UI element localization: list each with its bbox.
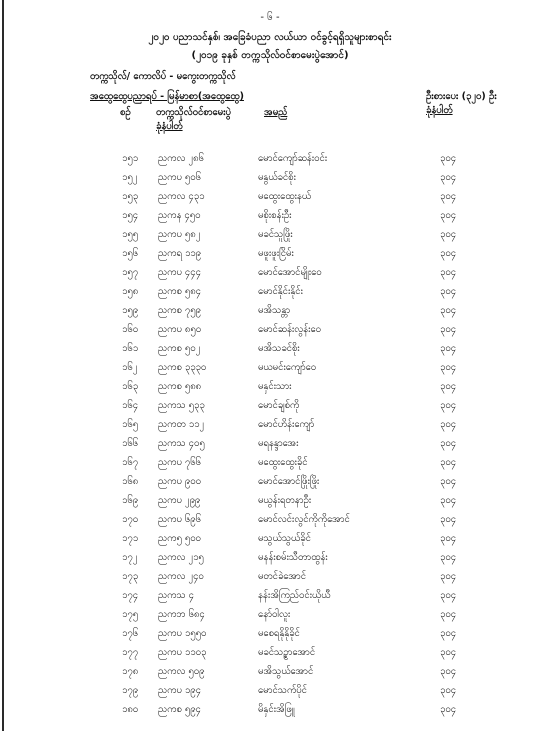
student-name: မောင်ဟိန်းကျော် [258, 419, 315, 430]
roll-number: ညကပ ၆၉၆ [158, 514, 201, 525]
student-name: မခင်သဥ္စာအောင် [258, 647, 316, 658]
table-row [10, 665, 530, 684]
student-name: မနန်းစမ်းသီတာထွန်း [258, 552, 328, 563]
row-number: ၁၅၆ [122, 248, 139, 259]
table-row [10, 285, 530, 304]
seat-number: ၃၀၄ [440, 704, 457, 715]
roll-number: ညကလ ၅၀၉ [158, 666, 205, 677]
student-name: မနှင်းသား [258, 381, 292, 392]
seat-header: ခုံနံပါတ် [426, 105, 453, 116]
roll-number: ညကပ ၅၈၂ [158, 229, 201, 240]
row-number: ၁၆၂ [122, 362, 138, 373]
document-subtitle: (၂၀၁၉ ခုနှစ် တက္ကသိုလ်ဝင်စာမေးပွဲအောင်) [191, 50, 349, 61]
row-number: ၁၆၈ [122, 476, 139, 487]
seat-number: ၃၀၄ [440, 324, 457, 335]
seat-number: ၃၀၄ [440, 438, 457, 449]
table-row [10, 171, 530, 190]
roll-number: ညကလ ၂၄၀ [158, 571, 204, 582]
table-row [10, 418, 530, 437]
student-name: မောင်အောင်ဖြိုးဖြိုး [258, 476, 320, 487]
student-name: မနွယ်ခင်စိုး [258, 172, 296, 183]
roll-number: ညကစ ၅၀၂ [158, 343, 201, 354]
student-name: မဖူးဖူးငြိမ်း [258, 248, 294, 259]
seat-number: ၃၀၄ [440, 495, 457, 506]
seat-number: ၃၀၄ [440, 476, 457, 487]
row-number: ၁၆၅ [122, 419, 139, 430]
student-name: မအိသခင်စိုး [258, 343, 300, 354]
student-name: မအိသွယ်အောင် [258, 666, 314, 677]
table-row [10, 627, 530, 646]
row-number: ၁၇၆ [122, 628, 139, 639]
seat-number: ၃၀၄ [440, 153, 457, 164]
table-row [10, 494, 530, 513]
row-number: ၁၅၅ [122, 229, 139, 240]
roll-header: တက္ကသိုလ်ဝင်စာမေးပွဲ [156, 107, 231, 118]
seat-number: ၃၀၄ [440, 533, 457, 544]
roll-number: ညကန ၄၅၀ [158, 210, 201, 221]
row-number: ၁၇၁ [122, 533, 139, 544]
roll-number: ညကပ ၁၅၅၀ [158, 628, 207, 639]
row-number: ၁၅၂ [122, 172, 138, 183]
roll-number: ညကပ ၂၉၉ [158, 495, 201, 506]
row-number: ၁၇၂ [122, 552, 138, 563]
seat-number: ၃၀၄ [440, 419, 457, 430]
roll-number: ညကစ ၃၃၃၀ [158, 362, 207, 373]
seat-number: ၃၀၄ [440, 343, 457, 354]
subject-heading: အထွေထွေပညာရပ် - မြန်မာစာ(အထွေထွေ) [90, 91, 244, 102]
student-name: မောင်ကျော်ဆန်းဝင်း [258, 153, 328, 164]
student-name: နော်ဝါလူး [258, 609, 291, 620]
student-name: မခင်သူဖြိုး [258, 229, 293, 240]
seat-number: ၃၀၄ [440, 571, 457, 582]
roll-number: ညကသ ၅၃၃ [158, 400, 205, 411]
seat-number: ၃၀၄ [440, 590, 457, 601]
roll-number: ညကပ ၉၀၀ [158, 476, 201, 487]
student-name: မထွေးထွေးနယ် [258, 191, 312, 202]
roll-number: ညကဘ ၆၈၄ [158, 609, 205, 620]
seat-number: ၃၀၄ [440, 609, 457, 620]
table-row [10, 703, 530, 722]
student-name: မောင်သက်ပိုင် [258, 685, 307, 696]
table-row [10, 190, 530, 209]
roll-number: ညကလ ၂၈၆ [158, 153, 204, 164]
quota-header: ဦးစားပေး (၃၂၀) ဦး [426, 91, 497, 102]
row-number: ၁၆၆ [122, 438, 139, 449]
document-page [10, 6, 530, 726]
row-number: ၁၅၁ [122, 153, 139, 164]
table-row [10, 570, 530, 589]
table-row [10, 304, 530, 323]
seat-number: ၃၀၄ [440, 305, 457, 316]
table-row [10, 646, 530, 665]
roll-number: ညကပ ၇၆၆ [158, 457, 201, 468]
seat-number: ၃၀၄ [440, 267, 457, 278]
table-row [10, 532, 530, 551]
row-number: ၁၅၈ [122, 286, 139, 297]
roll-number: ညကပ ၅၀၆ [158, 172, 201, 183]
student-name: မောင်ချစ်ကို [258, 400, 300, 411]
seat-number: ၃၀၄ [440, 229, 457, 240]
roll-number: ညကပ ၈၅၀ [158, 324, 202, 335]
row-number: ၁၇၃ [122, 571, 139, 582]
student-name: မောင်ဆန်းလွန်းဝေ [258, 324, 322, 335]
seat-number: ၃၀၄ [440, 362, 457, 373]
table-row [10, 247, 530, 266]
student-name: မယွန်းရတနာဦး [258, 495, 312, 506]
table-row [10, 513, 530, 532]
name-header: အမည် [264, 107, 288, 118]
student-table [10, 152, 530, 722]
roll-number: ညကစ ၅၈၄ [158, 286, 201, 297]
roll-number: ညကပ ၁၁၀၃ [158, 647, 207, 658]
table-row [10, 684, 530, 703]
row-number: ၁၇၇ [122, 647, 139, 658]
seat-number: ၃၀၄ [440, 248, 457, 259]
table-row [10, 266, 530, 285]
table-row [10, 608, 530, 627]
student-name: မိနှင်းအိဖြူ [258, 704, 295, 715]
student-name: နန်းအိကြည်ဝင်းယိုယီ [258, 590, 331, 601]
row-number: ၁၆၃ [122, 381, 139, 392]
row-number: ၁၅၉ [122, 305, 139, 316]
row-number: ၁၇၉ [122, 685, 139, 696]
seat-number: ၃၀၄ [440, 666, 457, 677]
student-name: မရနန္ဒာအေး [258, 438, 299, 449]
page-number: - ၆ - [260, 12, 280, 23]
roll-number: ညကလ ၄၃၁ [158, 191, 205, 202]
student-name: မောင်အောင်မျိုးဝေ [258, 267, 322, 278]
student-name: မယမင်းကျော်ဝေ [258, 362, 317, 373]
roll-number: ညကပ ၄၄၄ [158, 267, 201, 278]
student-name: မအိသန္တာ [258, 305, 291, 316]
row-number: ၁၆၁ [122, 343, 139, 354]
table-row [10, 323, 530, 342]
university-heading: တက္ကသိုလ်/ ကောလိပ် - မကွေးတက္ကသိုလ် [90, 71, 236, 82]
roll-number: ညကသ ၄၀၅ [158, 438, 205, 449]
table-row [10, 456, 530, 475]
roll-number: ညကရ ၁၁၉ [158, 248, 201, 259]
student-name: မောင်လင်းလွင်ကိုကိုအောင် [258, 514, 350, 525]
seat-number: ၃၀၄ [440, 457, 457, 468]
seat-number: ၃၀၄ [440, 400, 457, 411]
row-number: ၁၆၉ [122, 495, 139, 506]
row-number: ၁၅၇ [122, 267, 139, 278]
row-number: ၁၇၀ [122, 514, 139, 525]
seat-number: ၃၀၄ [440, 552, 457, 563]
row-number: ၁၆၄ [122, 400, 139, 411]
roll-number: ညကလ ၂၁၅ [158, 552, 204, 563]
row-number: ၁၆၇ [122, 457, 139, 468]
seat-number: ၃၀၄ [440, 628, 457, 639]
seat-number: ၃၀၄ [440, 172, 457, 183]
row-number: ၁၅၄ [122, 210, 139, 221]
document-title: ၂၀၂၀ ပညာသင်နှစ်၊ အခြေခံပညာ လယ်ယာ ဝင်ခွင့်ရရှိသူများစာရင်း [148, 32, 392, 43]
table-row [10, 342, 530, 361]
table-row [10, 551, 530, 570]
table-row [10, 152, 530, 171]
table-row [10, 380, 530, 399]
row-number: ၁၅၃ [122, 191, 139, 202]
row-number: ၁၈၀ [122, 704, 139, 715]
roll-number: ညကသ ၄ [158, 590, 195, 601]
seat-number: ၃၀၄ [440, 286, 457, 297]
row-number: ၁၆၀ [122, 324, 139, 335]
seat-number: ၃၀၄ [440, 381, 457, 392]
table-row [10, 361, 530, 380]
seat-number: ၃၀၄ [440, 514, 457, 525]
row-number: ၁၇၄ [122, 590, 139, 601]
student-name: မစေရနိုနိုခိုင် [258, 628, 300, 639]
table-row [10, 228, 530, 247]
table-row [10, 475, 530, 494]
table-row [10, 437, 530, 456]
seat-number: ၃၀၄ [440, 191, 457, 202]
roll-number: ညကစ ၇၅၉ [158, 305, 201, 316]
seat-number: ၃၀၄ [440, 210, 457, 221]
table-row [10, 589, 530, 608]
seat-number: ၃၀၄ [440, 647, 457, 658]
no-header: စဉ် [120, 107, 131, 118]
seat-number: ၃၀၄ [440, 685, 457, 696]
table-row [10, 209, 530, 228]
roll-number: ညက၅ ၅၀၀ [158, 533, 201, 544]
roll-number: ညကစ ၅၉၄ [158, 704, 201, 715]
student-name: မစိုးစန်းဦး [258, 210, 292, 221]
roll-number: ညကစ ၅၈၈ [158, 381, 202, 392]
row-number: ၁၇၅ [122, 609, 139, 620]
row-number: ၁၇၈ [122, 666, 139, 677]
page-shadow-edge [2, 0, 4, 731]
roll-header-line2: ခုံနံပါတ် [156, 121, 183, 132]
student-name: မသွယ်သွယ်ခိုင် [258, 533, 311, 544]
student-name: မတင်ခဲအောင် [258, 571, 306, 582]
student-name: မထွေးထွေးခိုင် [258, 457, 308, 468]
student-name: မောင်နိုင်းနိုင်း [258, 286, 303, 297]
table-row [10, 399, 530, 418]
roll-number: ညကတ ၁၁၂ [158, 419, 205, 430]
roll-number: ညကပ ၁၉၄ [158, 685, 201, 696]
